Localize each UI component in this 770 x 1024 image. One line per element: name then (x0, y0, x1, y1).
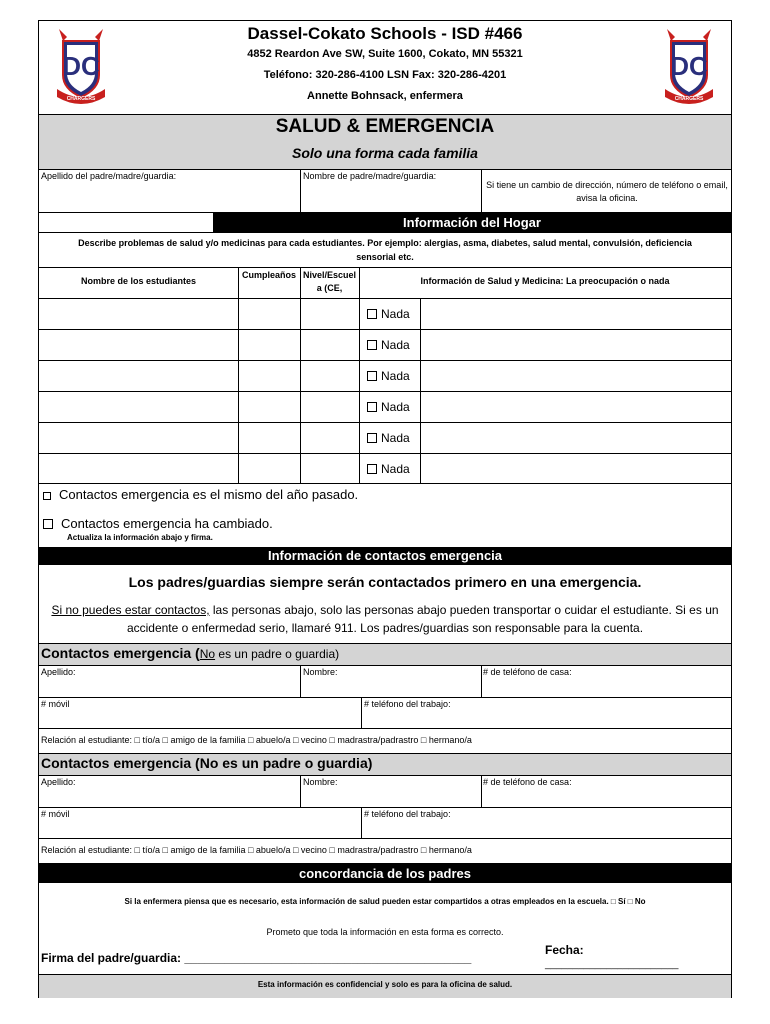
household-instructions: Describe problemas de salud y/o medicinas para cada estudiantes. Por ejemplo: alergias, asma, diabetes, salud mental, convulsión, deficiencia sensorial etc. (78, 238, 692, 262)
checkbox-icon (367, 309, 377, 319)
svg-text:DC: DC (62, 51, 100, 81)
col-level: Nivel/Escuela (CE, (302, 270, 357, 293)
col-birthday: Cumpleaños (241, 270, 296, 280)
contacts-changed-checkbox[interactable]: Contactos emergencia ha cambiado. (43, 516, 273, 531)
checkbox-icon (43, 519, 53, 529)
contact1-first-name-field[interactable]: Nombre: (303, 667, 338, 677)
nada-checkbox[interactable]: Nada (367, 462, 410, 476)
checkbox-icon (367, 340, 377, 350)
share-consent[interactable]: Si la enfermera piensa que es necesario, esta información de salud pueden estar compartidos a otras empleados en la escuela. □ Sí □ No (124, 897, 646, 906)
checkbox-icon (367, 402, 377, 412)
svg-text:DC: DC (670, 51, 708, 81)
emergency-info-header: Información de contactos emergencia (39, 547, 731, 565)
nurse-name: Annette Bohnsack, enfermera (307, 90, 463, 102)
contact2-home-phone-field[interactable]: # de teléfono de casa: (483, 777, 572, 787)
col-health: Información de Salud y Medicina: La preocupación o nada (420, 276, 670, 286)
contact2-title: Contactos emergencia (No es un padre o guardia) (41, 755, 373, 771)
contacts-same-checkbox[interactable]: Contactos emergencia es el mismo del año pasado. (43, 487, 358, 502)
form-title: SALUD & EMERGENCIA (275, 116, 495, 137)
guardian-first-name-field[interactable]: Nombre de padre/madre/guardia: (303, 171, 437, 181)
emergency-paragraph: Si no puedes estar contactos, las personas abajo, solo las personas abajo pueden transportar o cuidar el estudiante. Si es un accidente o enfermedad serio, llamaré 911. Los padres/guardias son responsable para la cuenta. (51, 603, 719, 635)
nada-checkbox[interactable]: Nada (367, 338, 410, 352)
checkbox-icon (367, 371, 377, 381)
svg-text:CHARGERS: CHARGERS (66, 96, 96, 102)
nada-checkbox[interactable]: Nada (367, 307, 410, 321)
school-title: Dassel-Cokato Schools - ISD #466 (247, 24, 523, 43)
contact1-mobile-field[interactable]: # móvil (41, 699, 70, 709)
change-note: Si tiene un cambio de dirección, número de teléfono o email, avisa la oficina. (486, 180, 728, 203)
contact1-title: Contactos emergencia (No es un padre o guardia) (41, 645, 340, 661)
promise-statement: Prometo que toda la información en esta forma es correcto. (266, 927, 504, 937)
checkbox-icon (43, 492, 51, 500)
emergency-statement: Los padres/guardias siempre serán contactados primero en una emergencia. (128, 574, 642, 590)
guardian-last-name-field[interactable]: Apellido del padre/madre/guardia: (41, 171, 177, 181)
school-address: 4852 Reardon Ave SW, Suite 1600, Cokato, MN 55321 (247, 48, 523, 60)
agreement-header: concordancia de los padres (39, 864, 731, 883)
date-field[interactable]: ________________________ (545, 959, 679, 970)
contact1-home-phone-field[interactable]: # de teléfono de casa: (483, 667, 572, 677)
contact1-last-name-field[interactable]: Apellido: (41, 667, 76, 677)
nada-checkbox[interactable]: Nada (367, 369, 410, 383)
form-page (38, 20, 732, 998)
contact1-relation-options[interactable]: Relación al estudiante: □ tío/a □ amigo de la familia □ abuelo/a □ vecino □ madrastra/padrastro □ hermano/a (41, 735, 472, 745)
date-label: Fecha: (545, 943, 584, 957)
svg-text:CHARGERS: CHARGERS (674, 96, 704, 102)
household-header: Información del Hogar (213, 213, 731, 232)
form-subtitle: Solo una forma cada familia (292, 145, 478, 161)
contact2-last-name-field[interactable]: Apellido: (41, 777, 76, 787)
signature-field[interactable]: Firma del padre/guardia: ___________________________________________ (41, 951, 472, 965)
nada-checkbox[interactable]: Nada (367, 400, 410, 414)
contact2-relation-options[interactable]: Relación al estudiante: □ tío/a □ amigo de la familia □ abuelo/a □ vecino □ madrastra/padrastro □ hermano/a (41, 845, 472, 855)
school-phone: Teléfono: 320-286-4100 LSN Fax: 320-286-4201 (263, 69, 507, 81)
contact2-first-name-field[interactable]: Nombre: (303, 777, 338, 787)
nada-checkbox[interactable]: Nada (367, 431, 410, 445)
checkbox-icon (367, 433, 377, 443)
update-note: Actualiza la información abajo y firma. (67, 533, 213, 542)
contact2-mobile-field[interactable]: # móvil (41, 809, 70, 819)
contact2-work-phone-field[interactable]: # teléfono del trabajo: (364, 809, 451, 819)
confidential-footer: Esta información es confidencial y solo es para la oficina de salud. (257, 980, 513, 989)
checkbox-icon (367, 464, 377, 474)
contact1-work-phone-field[interactable]: # teléfono del trabajo: (364, 699, 451, 709)
col-student-name: Nombre de los estudiantes (80, 276, 197, 286)
